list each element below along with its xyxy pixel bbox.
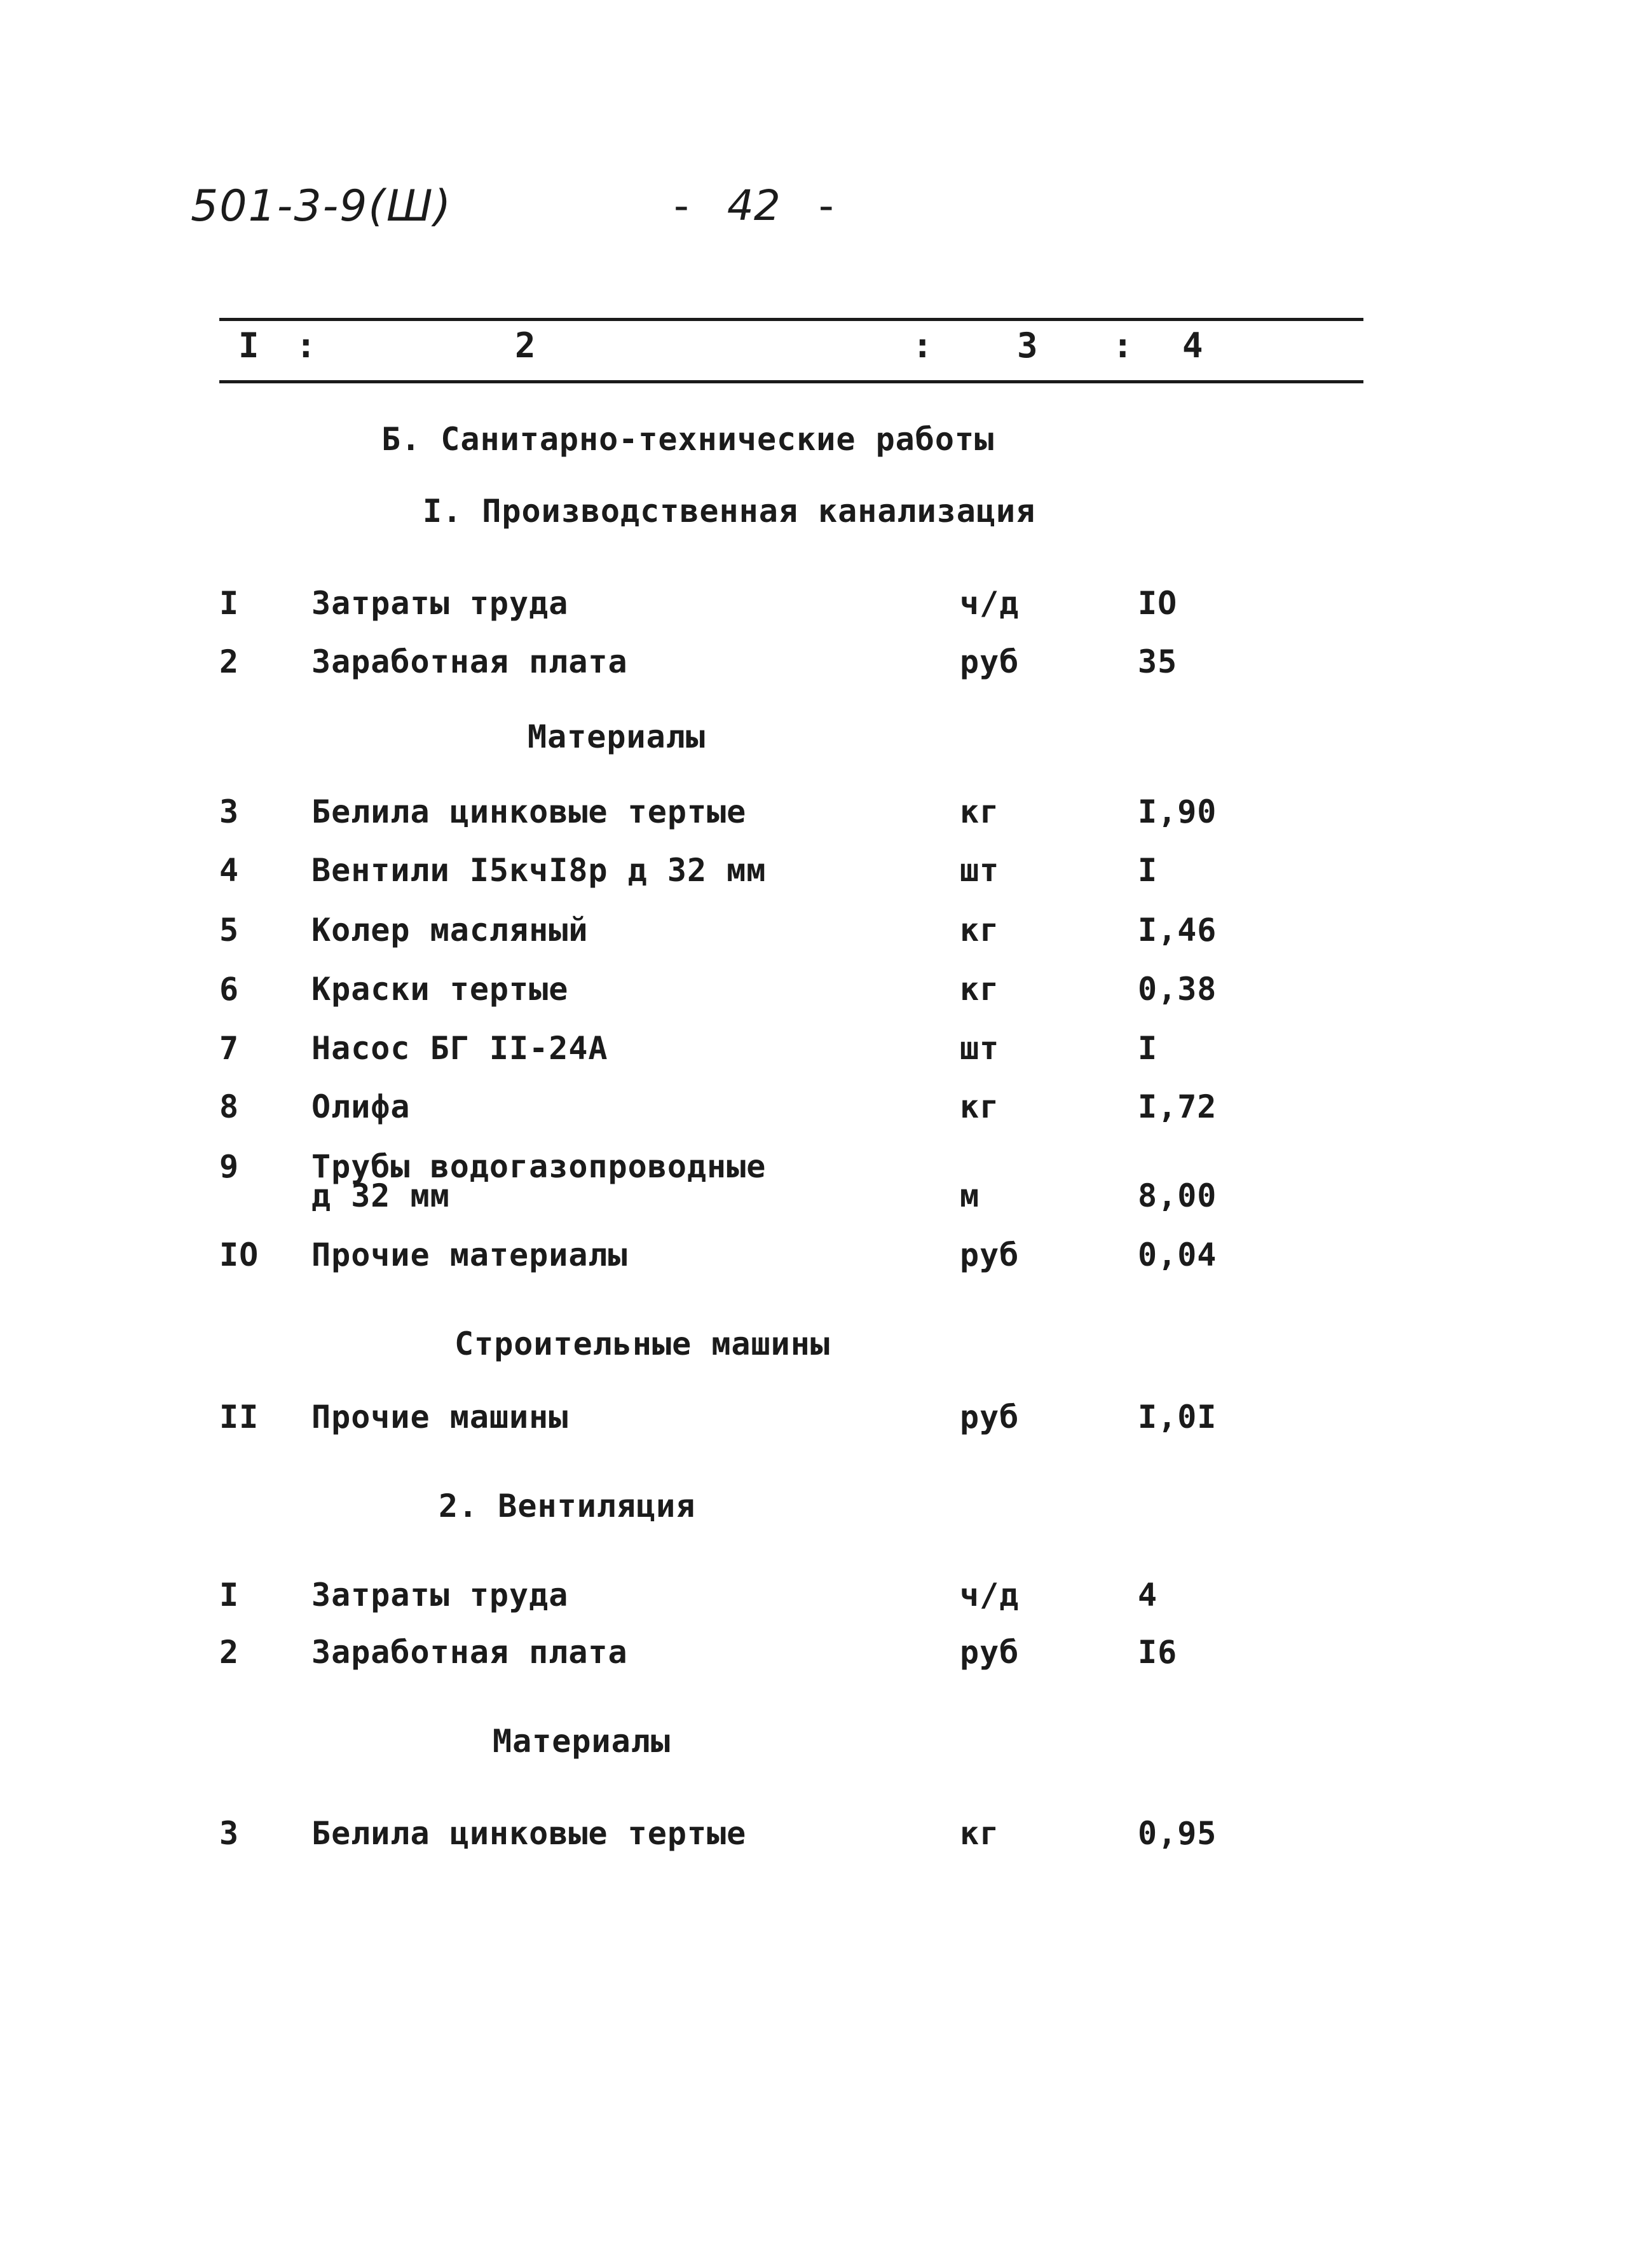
row-unit: ч/д (960, 1577, 1020, 1613)
row-name: Насос БГ II-24А (311, 1030, 608, 1067)
row-name: Вентили I5кчI8р д 32 мм (311, 852, 767, 889)
row-number: 4 (219, 852, 240, 889)
row-unit: кг (960, 912, 1000, 948)
subsection-title: 2. Вентиляция (439, 1488, 696, 1524)
row-quantity: 4 (1138, 1577, 1158, 1613)
row-number: 2 (219, 643, 240, 680)
row-number: I (219, 585, 240, 622)
column-3-header: 3 (1017, 325, 1038, 366)
row-unit: кг (960, 1088, 1000, 1125)
column-separator: : (1112, 325, 1133, 366)
row-name: Трубы водогазопроводные (311, 1148, 767, 1185)
row-unit: руб (960, 1399, 1020, 1435)
materials-heading: Материалы (493, 1723, 671, 1760)
row-quantity: IO (1138, 585, 1178, 622)
page-number-line (674, 181, 872, 230)
row-quantity: I (1138, 1030, 1158, 1067)
machines-heading: Строительные машины (454, 1325, 830, 1362)
row-name: Краски тертые (311, 971, 569, 1008)
row-unit: кг (960, 971, 1000, 1008)
row-name-continuation: д 32 мм (311, 1177, 450, 1214)
row-quantity: 35 (1138, 643, 1178, 680)
row-name: Заработная плата (311, 643, 628, 680)
row-name: Белила цинковые тертые (311, 1815, 747, 1852)
dash-left: - (674, 181, 727, 230)
row-unit: руб (960, 1236, 1020, 1273)
column-4-header: 4 (1182, 325, 1203, 366)
row-number: 5 (219, 912, 240, 948)
column-1-header: I (238, 325, 259, 366)
column-separator: : (296, 325, 317, 366)
row-number: IO (219, 1236, 259, 1273)
table-header-rule (219, 380, 1363, 383)
row-name: Прочие материалы (311, 1236, 628, 1273)
row-unit: шт (960, 852, 1000, 889)
table-top-rule (219, 318, 1363, 321)
row-number: 8 (219, 1088, 240, 1125)
row-quantity: 0,38 (1138, 971, 1217, 1008)
row-number: 9 (219, 1148, 240, 1185)
subsection-title: I. Производственная канализация (423, 493, 1036, 530)
row-unit: ч/д (960, 585, 1020, 622)
section-title: Б. Санитарно-технические работы (381, 421, 995, 458)
row-number: 3 (219, 793, 240, 830)
column-separator: : (912, 325, 933, 366)
row-quantity: 0,95 (1138, 1815, 1217, 1852)
row-unit: кг (960, 793, 1000, 830)
row-unit: руб (960, 1634, 1020, 1671)
row-number: 3 (219, 1815, 240, 1852)
row-quantity: 0,04 (1138, 1236, 1217, 1273)
row-unit: руб (960, 643, 1020, 680)
row-number: 6 (219, 971, 240, 1008)
document-code: 501-3-9(Ш) (191, 181, 453, 231)
row-quantity: I,72 (1138, 1088, 1217, 1125)
row-quantity: 8,00 (1138, 1177, 1217, 1214)
row-name: Заработная плата (311, 1634, 628, 1671)
row-number: II (219, 1399, 259, 1435)
row-number: 2 (219, 1634, 240, 1671)
row-name: Прочие машины (311, 1399, 569, 1435)
row-name: Колер масляный (311, 912, 589, 948)
page-number: 42 (727, 181, 781, 230)
row-quantity: I6 (1138, 1634, 1178, 1671)
row-name: Затраты труда (311, 585, 569, 622)
row-name: Затраты труда (311, 1577, 569, 1613)
row-number: 7 (219, 1030, 240, 1067)
row-name: Белила цинковые тертые (311, 793, 747, 830)
materials-heading: Материалы (528, 718, 706, 755)
row-number: I (219, 1577, 240, 1613)
row-quantity: I (1138, 852, 1158, 889)
row-name: Олифа (311, 1088, 411, 1125)
column-2-header: 2 (515, 325, 536, 366)
dash-right: - (818, 181, 872, 230)
row-quantity: I,90 (1138, 793, 1217, 830)
row-quantity: I,0I (1138, 1399, 1217, 1435)
row-unit: шт (960, 1030, 1000, 1067)
row-quantity: I,46 (1138, 912, 1217, 948)
row-unit: кг (960, 1815, 1000, 1852)
row-unit: м (960, 1177, 980, 1214)
